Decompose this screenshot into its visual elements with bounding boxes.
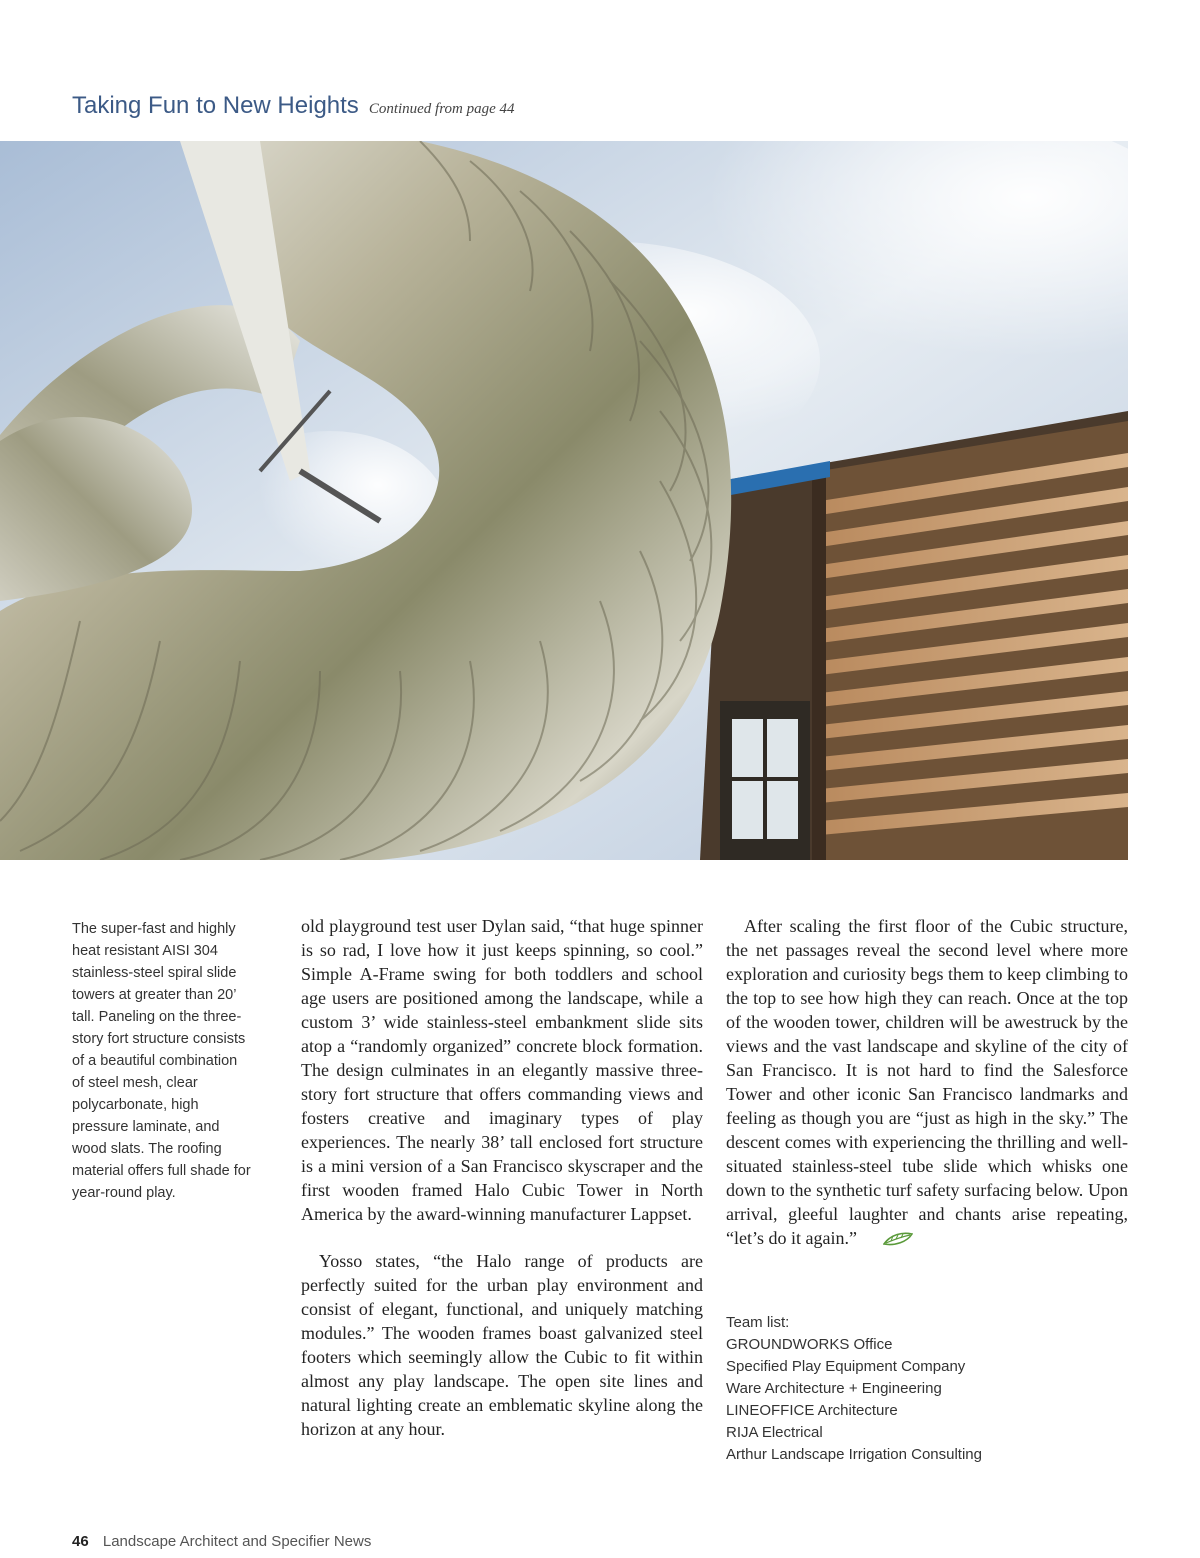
publication-name: Landscape Architect and Specifier News <box>102 1533 372 1550</box>
team-member: Ware Architecture + Engineering <box>726 1380 942 1397</box>
team-list <box>726 1312 1126 1466</box>
photo-caption: The super-fast and highly heat resistant AISI 304 stainless-steel spiral slide towers at greater than 20’ tall. Paneling on the three-story fort structure consists of a beautiful combination of steel mesh, clear polycarbonate, high pressure laminate, and wood slats. The roofing material offers full shade for year-round play. <box>72 921 251 1201</box>
article-title: Taking Fun to New Heights <box>72 92 359 119</box>
spiral-slide-photo <box>0 141 1128 860</box>
page-header <box>72 92 515 120</box>
body-paragraph: old playground test user Dylan said, “that huge spinner is so rad, I love how it just keeps spinning, so cool.” Simple A-Frame swing for both toddlers and school age users are positioned among the landscape, while a custom 3’ wide stainless-steel embankment slide sits atop a “randomly organized” concrete block formation. The design culminates in an elegantly massive three-story fort structure that offers commanding views and fosters creative and imaginary types of play experiences. The nearly 38’ tall enclosed fort structure is a mini version of a San Francisco skyscraper and the first wooden framed Halo Cubic Tower in North America by the award-winning manufacturer Lappset. <box>301 916 703 1224</box>
team-member: Specified Play Equipment Company <box>726 1358 966 1375</box>
body-paragraph: Yosso states, “the Halo range of products are perfectly suited for the urban play environment and consist of elegant, functional, and uniquely matching modules.” The wooden frames boast galvanized steel footers which seemingly allow the Cubic to fit within almost any play landscape. The open site lines and natural lighting create an emblematic skyline along the horizon at any hour. <box>301 1251 703 1439</box>
team-member: GROUNDWORKS Office <box>726 1336 893 1353</box>
body-column-right <box>726 914 1128 1252</box>
page-number: 46 <box>72 1533 89 1550</box>
leaf-icon <box>865 1228 913 1252</box>
body-column-middle <box>301 914 703 1441</box>
team-list-heading: Team list: <box>726 1314 790 1331</box>
continued-note: Continued from page 44 <box>368 101 515 117</box>
page-footer <box>72 1533 371 1550</box>
body-paragraph-text: After scaling the first floor of the Cubic structure, the net passages reveal the second level where more exploration and curiosity begs them to keep climbing to the top to see how high they can reach. Once at the top of the wooden tower, children will be awestruck by the views and the vast landscape and skyline of the city of San Francisco. It is not hard to find the Salesforce Tower and other iconic San Francisco landmarks and feeling as though you are “just as high in the sky.” The descent comes with experiencing the thrilling and well-situated stainless-steel tube slide which whisks one down to the synthetic turf safety surfacing below. Upon arrival, gleeful laughter and chants arise repeating, “let’s do it again.” <box>726 916 1128 1248</box>
team-member: Arthur Landscape Irrigation Consulting <box>726 1446 982 1463</box>
team-member: RIJA Electrical <box>726 1424 823 1441</box>
body-paragraph <box>726 914 1128 1252</box>
team-member: LINEOFFICE Architecture <box>726 1402 898 1419</box>
